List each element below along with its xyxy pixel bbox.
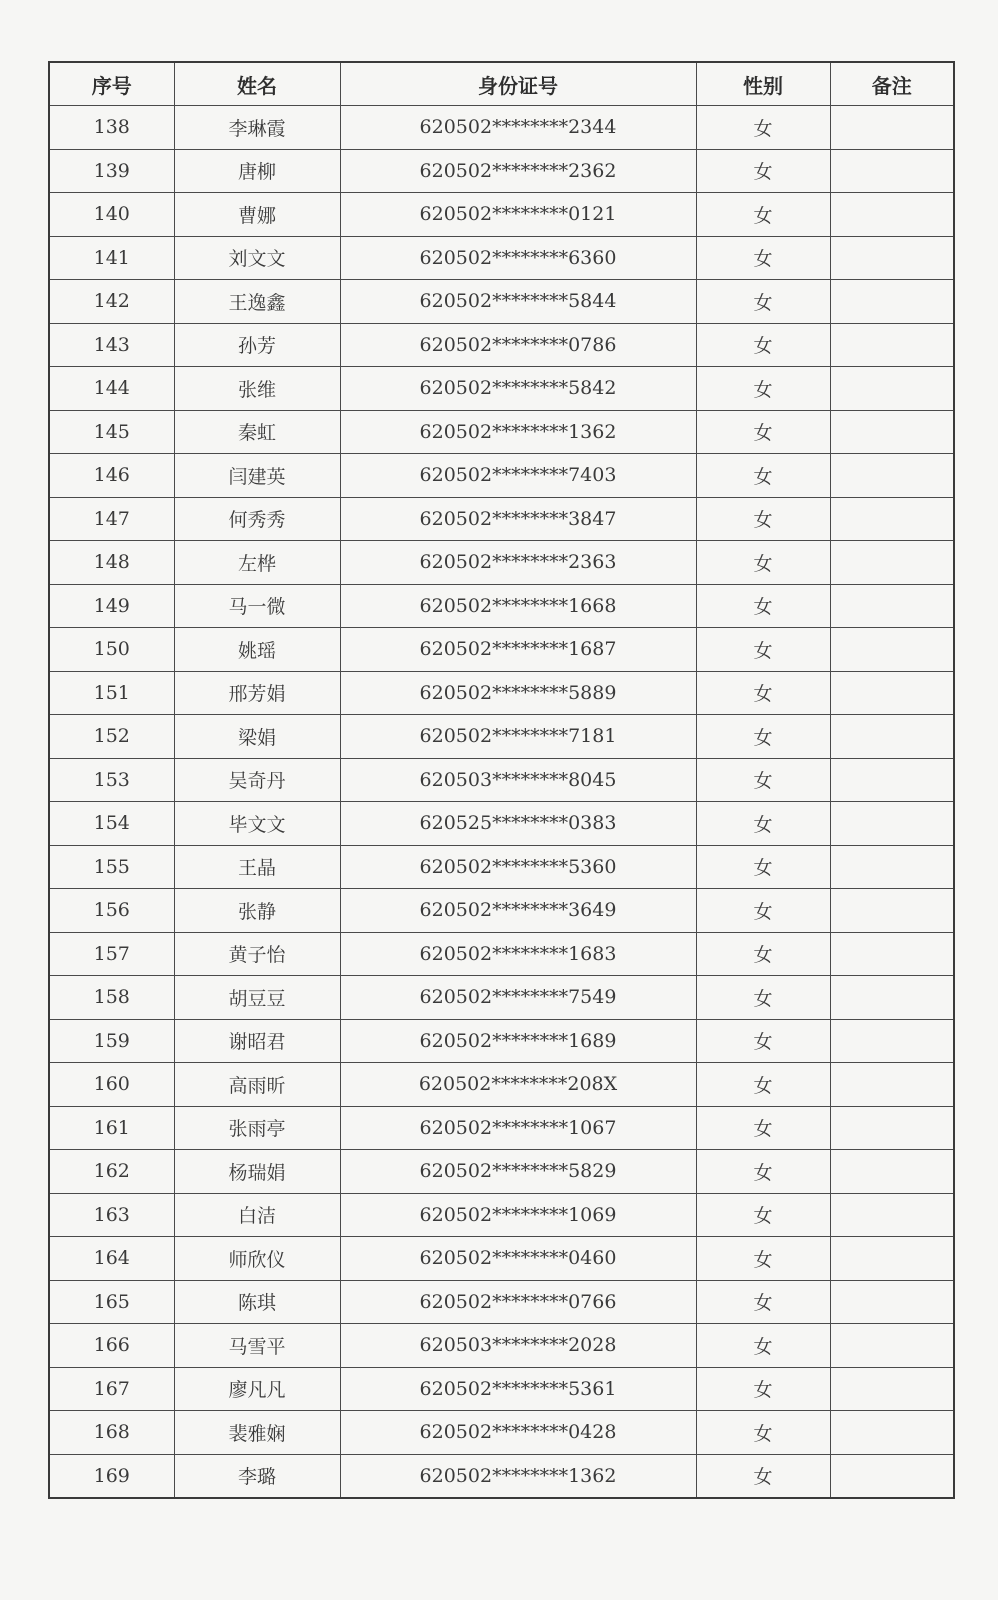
cell-id: 620502********7549 [340, 976, 696, 1020]
table-row [49, 758, 954, 802]
cell-sex: 女 [696, 715, 830, 759]
cell-note [830, 410, 954, 454]
cell-name: 左桦 [174, 541, 340, 585]
table-row [49, 1237, 954, 1281]
cell-name: 吴奇丹 [174, 758, 340, 802]
cell-sex: 女 [696, 454, 830, 498]
table-row [49, 367, 954, 411]
cell-name: 廖凡凡 [174, 1367, 340, 1411]
cell-sex: 女 [696, 106, 830, 150]
cell-sex: 女 [696, 976, 830, 1020]
cell-sex: 女 [696, 889, 830, 933]
cell-seq: 145 [49, 410, 174, 454]
cell-name: 胡豆豆 [174, 976, 340, 1020]
cell-note [830, 1280, 954, 1324]
cell-name: 刘文文 [174, 236, 340, 280]
table-row [49, 193, 954, 237]
header-note: 备注 [830, 62, 954, 106]
cell-note [830, 106, 954, 150]
cell-name: 黄子怡 [174, 932, 340, 976]
cell-note [830, 628, 954, 672]
cell-name: 何秀秀 [174, 497, 340, 541]
cell-note [830, 976, 954, 1020]
table-row [49, 584, 954, 628]
table-row [49, 1367, 954, 1411]
cell-seq: 150 [49, 628, 174, 672]
cell-sex: 女 [696, 236, 830, 280]
cell-note [830, 193, 954, 237]
cell-sex: 女 [696, 1454, 830, 1498]
cell-seq: 146 [49, 454, 174, 498]
cell-note [830, 1063, 954, 1107]
cell-seq: 163 [49, 1193, 174, 1237]
cell-note [830, 889, 954, 933]
cell-id: 620502********1687 [340, 628, 696, 672]
cell-seq: 161 [49, 1106, 174, 1150]
cell-id: 620525********0383 [340, 802, 696, 846]
cell-note [830, 149, 954, 193]
cell-seq: 164 [49, 1237, 174, 1281]
cell-name: 谢昭君 [174, 1019, 340, 1063]
cell-note [830, 236, 954, 280]
cell-id: 620502********5889 [340, 671, 696, 715]
cell-seq: 155 [49, 845, 174, 889]
cell-name: 张静 [174, 889, 340, 933]
cell-id: 620502********1683 [340, 932, 696, 976]
cell-id: 620502********2362 [340, 149, 696, 193]
cell-id: 620502********1362 [340, 1454, 696, 1498]
cell-sex: 女 [696, 1280, 830, 1324]
cell-note [830, 758, 954, 802]
cell-id: 620502********5842 [340, 367, 696, 411]
cell-sex: 女 [696, 1150, 830, 1194]
cell-note [830, 584, 954, 628]
cell-sex: 女 [696, 758, 830, 802]
cell-id: 620502********5361 [340, 1367, 696, 1411]
table-row [49, 1063, 954, 1107]
table-body [49, 106, 954, 1499]
cell-id: 620502********1067 [340, 1106, 696, 1150]
cell-sex: 女 [696, 1411, 830, 1455]
table-row [49, 1324, 954, 1368]
cell-name: 师欣仪 [174, 1237, 340, 1281]
cell-note [830, 541, 954, 585]
cell-sex: 女 [696, 1019, 830, 1063]
table-row [49, 715, 954, 759]
cell-name: 曹娜 [174, 193, 340, 237]
cell-seq: 141 [49, 236, 174, 280]
table-header [49, 62, 954, 106]
cell-seq: 138 [49, 106, 174, 150]
cell-seq: 147 [49, 497, 174, 541]
cell-note [830, 1454, 954, 1498]
cell-name: 高雨昕 [174, 1063, 340, 1107]
table-row [49, 1106, 954, 1150]
cell-seq: 158 [49, 976, 174, 1020]
table-row [49, 149, 954, 193]
cell-seq: 152 [49, 715, 174, 759]
cell-name: 姚瑶 [174, 628, 340, 672]
cell-name: 裴雅娴 [174, 1411, 340, 1455]
cell-note [830, 715, 954, 759]
cell-id: 620503********2028 [340, 1324, 696, 1368]
cell-name: 马雪平 [174, 1324, 340, 1368]
cell-name: 张雨亭 [174, 1106, 340, 1150]
cell-seq: 157 [49, 932, 174, 976]
cell-id: 620502********0121 [340, 193, 696, 237]
cell-name: 秦虹 [174, 410, 340, 454]
table-row [49, 280, 954, 324]
cell-note [830, 323, 954, 367]
cell-note [830, 1367, 954, 1411]
cell-sex: 女 [696, 280, 830, 324]
header-name: 姓名 [174, 62, 340, 106]
cell-name: 唐柳 [174, 149, 340, 193]
cell-sex: 女 [696, 584, 830, 628]
cell-id: 620502********7403 [340, 454, 696, 498]
cell-note [830, 671, 954, 715]
cell-name: 邢芳娟 [174, 671, 340, 715]
cell-sex: 女 [696, 1237, 830, 1281]
cell-id: 620502********1668 [340, 584, 696, 628]
cell-name: 毕文文 [174, 802, 340, 846]
table-row [49, 497, 954, 541]
cell-name: 王晶 [174, 845, 340, 889]
table-row [49, 932, 954, 976]
cell-id: 620502********0786 [340, 323, 696, 367]
cell-name: 杨瑞娟 [174, 1150, 340, 1194]
cell-seq: 142 [49, 280, 174, 324]
table-row [49, 410, 954, 454]
cell-seq: 162 [49, 1150, 174, 1194]
cell-note [830, 1193, 954, 1237]
header-id: 身份证号 [340, 62, 696, 106]
cell-note [830, 367, 954, 411]
cell-name: 闫建英 [174, 454, 340, 498]
cell-seq: 144 [49, 367, 174, 411]
cell-seq: 156 [49, 889, 174, 933]
cell-seq: 165 [49, 1280, 174, 1324]
cell-sex: 女 [696, 845, 830, 889]
table-row [49, 1280, 954, 1324]
cell-id: 620502********6360 [340, 236, 696, 280]
table-row [49, 1411, 954, 1455]
cell-seq: 166 [49, 1324, 174, 1368]
cell-sex: 女 [696, 193, 830, 237]
cell-seq: 143 [49, 323, 174, 367]
cell-name: 马一微 [174, 584, 340, 628]
cell-sex: 女 [696, 628, 830, 672]
cell-note [830, 845, 954, 889]
table-row [49, 889, 954, 933]
cell-sex: 女 [696, 541, 830, 585]
cell-id: 620502********0766 [340, 1280, 696, 1324]
cell-id: 620502********5360 [340, 845, 696, 889]
cell-id: 620502********1362 [340, 410, 696, 454]
cell-sex: 女 [696, 1193, 830, 1237]
header-sex: 性别 [696, 62, 830, 106]
table-row [49, 1193, 954, 1237]
cell-note [830, 802, 954, 846]
cell-name: 梁娟 [174, 715, 340, 759]
table-row [49, 671, 954, 715]
cell-seq: 154 [49, 802, 174, 846]
table-row [49, 1454, 954, 1498]
cell-id: 620502********0428 [340, 1411, 696, 1455]
cell-sex: 女 [696, 497, 830, 541]
cell-name: 王逸鑫 [174, 280, 340, 324]
cell-id: 620502********7181 [340, 715, 696, 759]
table-row [49, 236, 954, 280]
cell-id: 620502********0460 [340, 1237, 696, 1281]
cell-id: 620502********2363 [340, 541, 696, 585]
cell-note [830, 497, 954, 541]
table-row [49, 802, 954, 846]
cell-note [830, 1150, 954, 1194]
cell-seq: 151 [49, 671, 174, 715]
table-row [49, 1150, 954, 1194]
roster-table [48, 61, 955, 1499]
cell-id: 620502********3649 [340, 889, 696, 933]
cell-name: 张维 [174, 367, 340, 411]
cell-seq: 169 [49, 1454, 174, 1498]
cell-seq: 153 [49, 758, 174, 802]
cell-id: 620502********5829 [340, 1150, 696, 1194]
cell-seq: 139 [49, 149, 174, 193]
cell-name: 白洁 [174, 1193, 340, 1237]
cell-name: 李璐 [174, 1454, 340, 1498]
cell-seq: 167 [49, 1367, 174, 1411]
cell-note [830, 1411, 954, 1455]
table-row [49, 323, 954, 367]
cell-id: 620502********208X [340, 1063, 696, 1107]
cell-name: 李琳霞 [174, 106, 340, 150]
cell-note [830, 1324, 954, 1368]
table-row [49, 1019, 954, 1063]
cell-note [830, 280, 954, 324]
header-seq: 序号 [49, 62, 174, 106]
cell-sex: 女 [696, 1063, 830, 1107]
cell-id: 620503********8045 [340, 758, 696, 802]
cell-sex: 女 [696, 671, 830, 715]
cell-note [830, 1106, 954, 1150]
cell-sex: 女 [696, 802, 830, 846]
cell-sex: 女 [696, 410, 830, 454]
cell-seq: 168 [49, 1411, 174, 1455]
table-row [49, 628, 954, 672]
cell-name: 陈琪 [174, 1280, 340, 1324]
cell-sex: 女 [696, 932, 830, 976]
cell-sex: 女 [696, 367, 830, 411]
cell-id: 620502********3847 [340, 497, 696, 541]
cell-sex: 女 [696, 1324, 830, 1368]
cell-seq: 148 [49, 541, 174, 585]
cell-note [830, 1019, 954, 1063]
cell-sex: 女 [696, 1106, 830, 1150]
cell-id: 620502********2344 [340, 106, 696, 150]
cell-id: 620502********1689 [340, 1019, 696, 1063]
cell-note [830, 932, 954, 976]
cell-seq: 159 [49, 1019, 174, 1063]
cell-note [830, 454, 954, 498]
table-row [49, 106, 954, 150]
cell-note [830, 1237, 954, 1281]
table-row [49, 976, 954, 1020]
cell-seq: 160 [49, 1063, 174, 1107]
header-row [49, 62, 954, 106]
table-row [49, 541, 954, 585]
cell-id: 620502********5844 [340, 280, 696, 324]
cell-seq: 149 [49, 584, 174, 628]
cell-sex: 女 [696, 149, 830, 193]
cell-sex: 女 [696, 323, 830, 367]
table-row [49, 845, 954, 889]
cell-sex: 女 [696, 1367, 830, 1411]
table-row [49, 454, 954, 498]
cell-id: 620502********1069 [340, 1193, 696, 1237]
cell-name: 孙芳 [174, 323, 340, 367]
cell-seq: 140 [49, 193, 174, 237]
